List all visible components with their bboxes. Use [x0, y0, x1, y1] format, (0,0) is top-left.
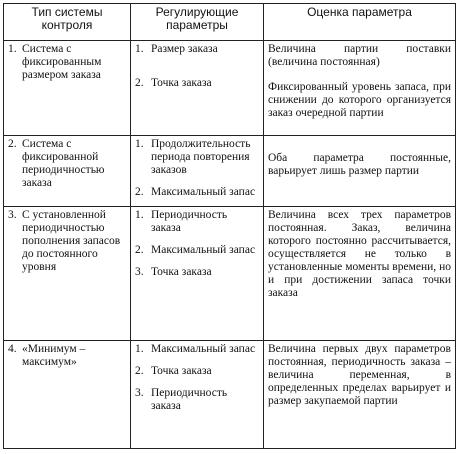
parameters-cell [131, 135, 264, 206]
system-type-cell [4, 135, 131, 206]
system-type-cell [4, 40, 131, 135]
system-name: Система с фиксированным размером заказа [22, 42, 102, 81]
system-number: 3. [8, 209, 17, 222]
parameters-cell [131, 40, 264, 135]
system-type-item [8, 209, 126, 274]
parameter-item [135, 186, 259, 199]
parameter-number: 1. [135, 342, 144, 355]
parameters-cell [131, 340, 264, 448]
evaluation-text: Оба параметра постоянные, варьирует лишь размер партии [268, 151, 451, 177]
table-row [4, 340, 456, 448]
system-type-item [8, 43, 126, 82]
parameter-number: 3. [135, 386, 144, 399]
parameter-item [135, 138, 259, 177]
system-type-cell [4, 207, 131, 341]
parameter-name: Точка заказа [151, 76, 212, 89]
system-name: С установленной периодичностью пополнения запасов до постоянного уровня [22, 209, 121, 274]
parameter-number: 3. [135, 266, 144, 279]
evaluation-cell [264, 207, 456, 341]
evaluation-text: Фиксированный уровень запаса, при снижении до которого организуется заказ очередной партии [268, 80, 451, 119]
inventory-control-table [3, 3, 456, 449]
parameter-number: 2. [135, 76, 144, 89]
system-type-item [8, 343, 126, 369]
parameter-name: Точка заказа [151, 266, 212, 279]
parameter-number: 1. [135, 137, 144, 150]
parameter-name: Максимальный запас [151, 244, 256, 257]
system-number: 2. [8, 137, 17, 150]
system-type-item [8, 138, 126, 190]
table-row [4, 135, 456, 206]
parameter-item [135, 77, 259, 90]
parameter-item [135, 209, 259, 235]
system-type-cell [4, 340, 131, 448]
parameter-name: Размер заказа [151, 42, 218, 55]
parameter-number: 1. [135, 42, 144, 55]
system-name: «Минимум – максимум» [22, 342, 86, 368]
parameter-number: 2. [135, 244, 144, 257]
parameter-name: Максимальный запас [151, 342, 256, 355]
parameter-name: Точка заказа [151, 364, 212, 377]
evaluation-text: Величина всех трех параметров постоянная. Заказ, величина которого постоянно рассчитывается, осуществляется не только в установленные моменты времени, но и при достижении запаса точки заказа [268, 209, 451, 300]
evaluation-text: Величина партии поставки (величина постоянная) [268, 42, 451, 68]
header-control-system-type: Тип системы контроля [4, 4, 131, 41]
table-row [4, 40, 456, 135]
evaluation-cell [264, 135, 456, 206]
parameter-item [135, 365, 259, 378]
parameter-name: Продолжительность периода повторения заказов [151, 137, 251, 176]
parameter-item [135, 43, 259, 56]
header-regulating-parameters: Регулирующие параметры [131, 4, 264, 41]
parameters-cell [131, 207, 264, 341]
system-number: 4. [8, 342, 17, 355]
parameter-item [135, 387, 259, 413]
header-row [4, 4, 456, 41]
header-parameter-evaluation: Оценка параметра [264, 4, 456, 41]
parameter-item [135, 266, 259, 279]
parameter-name: Периодичность заказа [151, 386, 228, 412]
evaluation-text: Величина первых двух параметров постоянная, периодичность заказа – величина переменная, в определенных пределах варьирует и размер закупаемой партии [268, 342, 451, 407]
evaluation-cell [264, 40, 456, 135]
parameter-name: Периодичность заказа [151, 209, 228, 235]
parameter-item [135, 244, 259, 257]
parameter-name: Максимальный запас [151, 185, 256, 198]
parameter-number: 2. [135, 364, 144, 377]
system-number: 1. [8, 42, 17, 55]
evaluation-cell [264, 340, 456, 448]
system-name: Система с фиксированной периодичностью заказа [22, 137, 105, 189]
parameter-item [135, 343, 259, 356]
parameter-number: 2. [135, 185, 144, 198]
table-row [4, 207, 456, 341]
parameter-number: 1. [135, 209, 144, 222]
